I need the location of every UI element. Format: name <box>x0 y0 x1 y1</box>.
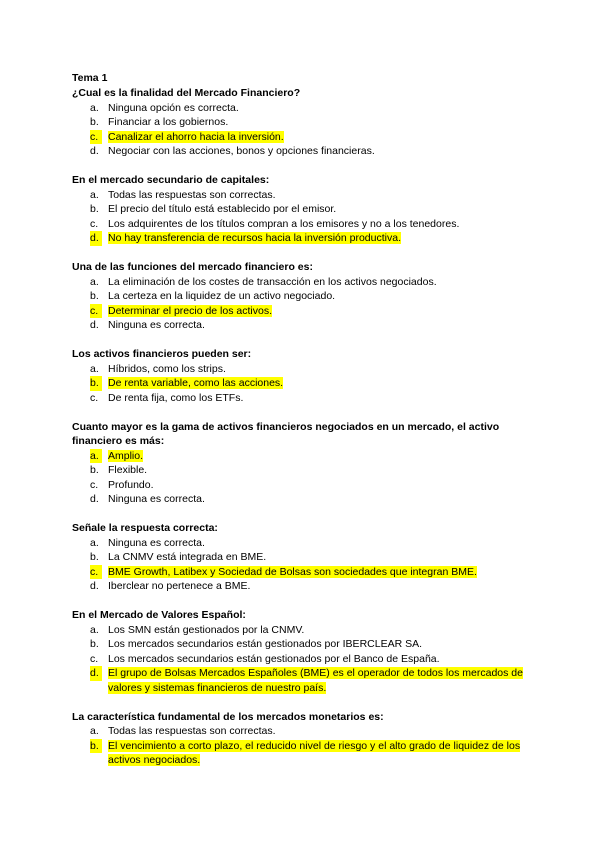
answer-option <box>72 115 532 130</box>
question-block <box>72 420 532 507</box>
answer-option <box>72 492 532 507</box>
answer-text: Canalizar el ahorro hacia la inversión. <box>108 130 284 143</box>
answer-text: Negociar con las acciones, bonos y opciones financieras. <box>108 145 375 157</box>
answer-option <box>72 217 532 232</box>
document-body <box>72 71 532 782</box>
answer-letter: a. <box>90 188 99 201</box>
question-text: Los activos financieros pueden ser: <box>72 348 252 360</box>
answer-letter: c. <box>90 478 99 491</box>
question-block <box>72 347 532 405</box>
answer-option-highlighted <box>72 666 532 695</box>
answer-letter: a. <box>90 536 99 549</box>
answer-letter: c. <box>90 304 102 319</box>
answer-letter: b. <box>90 376 102 391</box>
answer-option <box>72 637 532 652</box>
question-block <box>72 521 532 594</box>
answer-option <box>72 579 532 594</box>
answer-option <box>72 318 532 333</box>
answer-letter: d. <box>90 580 99 592</box>
answer-text: Flexible. <box>108 464 148 476</box>
answer-option <box>72 536 532 551</box>
answer-text: Profundo. <box>108 478 154 491</box>
answer-option <box>72 550 532 565</box>
answer-text: Híbridos, como los strips. <box>108 362 226 375</box>
question-block <box>72 608 532 695</box>
question-text: ¿Cual es la finalidad del Mercado Financiero? <box>72 87 301 99</box>
answer-option-highlighted <box>72 449 532 464</box>
question-text: Una de las funciones del mercado financiero es: <box>72 261 313 273</box>
answer-text: No hay transferencia de recursos hacia la inversión productiva. <box>108 232 401 244</box>
answer-letter: d. <box>90 319 99 331</box>
answer-letter: b. <box>90 116 99 128</box>
question-block <box>72 173 532 246</box>
answer-text: Amplio. <box>108 449 144 462</box>
answer-option <box>72 289 532 304</box>
answer-letter: c. <box>90 652 99 665</box>
answer-option-highlighted <box>72 376 532 391</box>
answer-text: Los adquirentes de los títulos compran a los emisores y no a los tenedores. <box>108 217 460 230</box>
answer-option <box>72 188 532 203</box>
answer-letter: a. <box>90 725 99 737</box>
answer-letter: a. <box>90 275 99 288</box>
answer-text: Iberclear no pertenece a BME. <box>108 580 251 592</box>
answer-option <box>72 463 532 478</box>
answer-letter: c. <box>90 565 102 580</box>
answer-text: Ninguna es correcta. <box>108 493 205 505</box>
answer-letter: b. <box>90 638 99 650</box>
page-title: Tema 1 <box>72 72 108 84</box>
answer-letter: d. <box>90 145 99 157</box>
answer-text: BME Growth, Latibex y Sociedad de Bolsas son sociedades que integran BME. <box>108 565 477 578</box>
question-text: En el mercado secundario de capitales: <box>72 174 270 186</box>
answer-letter: c. <box>90 217 99 230</box>
answer-text: La eliminación de los costes de transacción en los activos negociados. <box>108 275 437 288</box>
answer-option <box>72 623 532 638</box>
question-block <box>72 260 532 333</box>
answer-letter: a. <box>90 362 99 375</box>
question-text: La característica fundamental de los mercados monetarios es: <box>72 710 384 723</box>
answer-text: Determinar el precio de los activos. <box>108 304 272 317</box>
question-block <box>72 86 532 159</box>
answer-letter: b. <box>90 739 102 754</box>
answer-option-highlighted <box>72 304 532 319</box>
answer-text: Todas las respuestas son correctas. <box>108 188 276 201</box>
answer-text: Los mercados secundarios están gestionados por el Banco de España. <box>108 652 440 665</box>
answer-letter: a. <box>90 101 99 114</box>
answer-text: Los mercados secundarios están gestionados por IBERCLEAR SA. <box>108 638 423 650</box>
question-block <box>72 710 532 768</box>
answer-letter: a. <box>90 449 102 464</box>
answer-letter: b. <box>90 203 99 215</box>
answer-text: Ninguna es correcta. <box>108 319 205 331</box>
answer-option-highlighted <box>72 739 532 768</box>
answer-text: De renta fija, como los ETFs. <box>108 391 244 404</box>
answer-letter: b. <box>90 464 99 476</box>
answer-text: La CNMV está integrada en BME. <box>108 551 267 563</box>
answer-letter: c. <box>90 391 99 404</box>
answer-option <box>72 724 532 739</box>
question-text: En el Mercado de Valores Español: <box>72 609 246 621</box>
answer-letter: d. <box>90 231 102 246</box>
answer-option <box>72 391 532 406</box>
answer-letter: d. <box>90 666 102 681</box>
question-text: Cuanto mayor es la gama de activos financieros negociados en un mercado, el activo financiero es más: <box>72 420 500 447</box>
answer-text: Ninguna es correcta. <box>108 536 205 549</box>
question-text: Señale la respuesta correcta: <box>72 522 218 534</box>
answer-text: El vencimiento a corto plazo, el reducido nivel de riesgo y el alto grado de liquidez de los activos negociados. <box>108 739 521 766</box>
answer-option-highlighted <box>72 565 532 580</box>
answer-option-highlighted <box>72 231 532 246</box>
answer-text: El grupo de Bolsas Mercados Españoles (BME) es el operador de todos los mercados de valores y sistemas financieros de nuestro país. <box>108 667 523 694</box>
answer-option-highlighted <box>72 130 532 145</box>
answer-letter: c. <box>90 130 102 145</box>
answer-letter: b. <box>90 290 99 302</box>
answer-letter: a. <box>90 623 99 636</box>
answer-letter: b. <box>90 551 99 563</box>
answer-option <box>72 362 532 377</box>
answer-letter: d. <box>90 493 99 505</box>
answer-text: Todas las respuestas son correctas. <box>108 725 276 737</box>
answer-text: El precio del título está establecido por el emisor. <box>108 203 337 215</box>
answer-option <box>72 275 532 290</box>
answer-option <box>72 144 532 159</box>
answer-option <box>72 478 532 493</box>
answer-option <box>72 652 532 667</box>
answer-text: Ninguna opción es correcta. <box>108 101 239 114</box>
answer-text: Los SMN están gestionados por la CNMV. <box>108 623 305 636</box>
answer-text: De renta variable, como las acciones. <box>108 377 284 389</box>
answer-text: Financiar a los gobiernos. <box>108 116 229 128</box>
answer-text: La certeza en la liquidez de un activo negociado. <box>108 290 336 302</box>
answer-option <box>72 202 532 217</box>
answer-option <box>72 101 532 116</box>
